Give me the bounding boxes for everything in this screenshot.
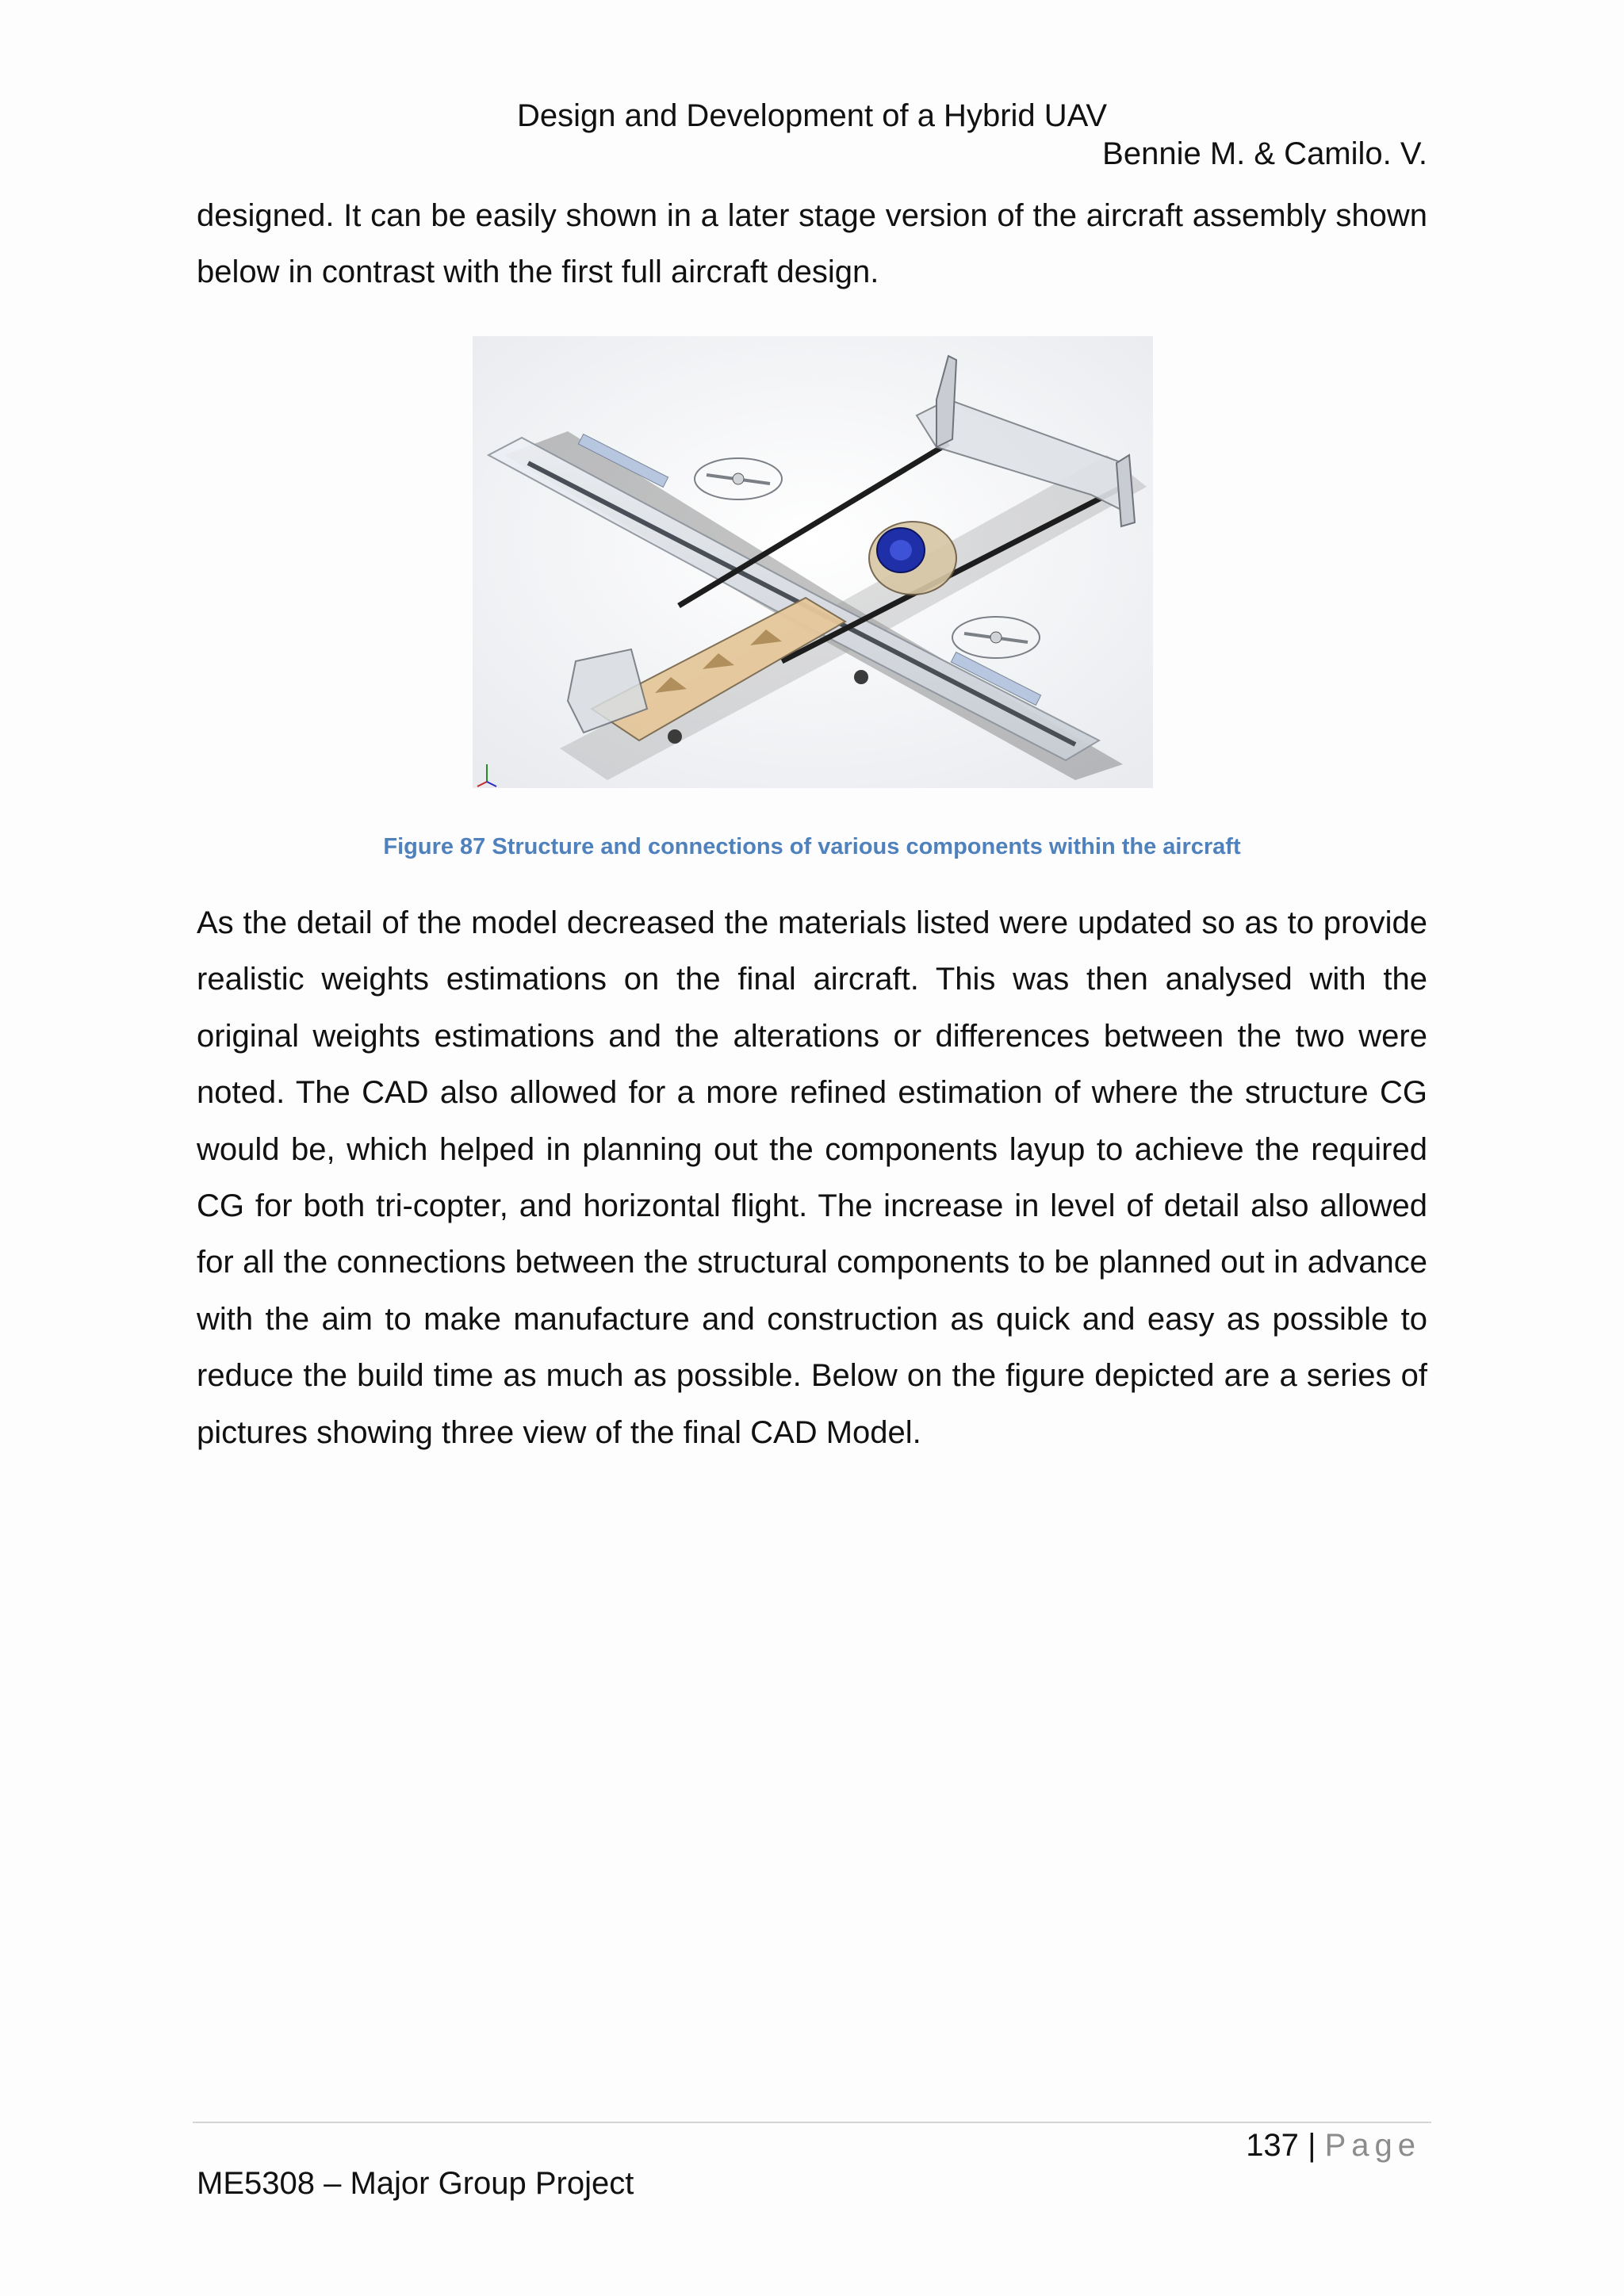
engine-pod bbox=[869, 522, 956, 595]
paragraph-intro: designed. It can be easily shown in a later stage version of the aircraft assembly shown below in contrast with the first full aircraft design. bbox=[197, 198, 1427, 290]
paragraph-detail: As the detail of the model decreased the materials listed were updated so as to provide realistic weights estimations on the final aircraft. This was then analysed with the original weights estimations and the alterations or differences between the two were noted. The CAD also allowed for a more refined estimation of where the structure CG would be, which helped in planning out the components layup to achieve the required CG for both tri-copter, and horizontal flight. The increase in level of detail also allowed for all the connections between the structural components to be planned out in advance with the aim to make manufacture and construction as quick and easy as possible to reduce the build time as much as possible. Below on the figure depicted are a series of pictures showing three view of the final CAD Model. bbox=[197, 905, 1427, 1450]
footer-project-title: ME5308 – Major Group Project bbox=[197, 2166, 634, 2201]
page-label: Page bbox=[1324, 2128, 1421, 2163]
aircraft-cad-render bbox=[473, 336, 1153, 788]
aircraft-cad-figure bbox=[473, 336, 1153, 788]
page-number-value: 137 bbox=[1246, 2128, 1299, 2163]
figure-caption: Figure 87 Structure and connections of various components within the aircraft bbox=[383, 834, 1241, 859]
page-number bbox=[1246, 2126, 1421, 2164]
header-authors: Bennie M. & Camilo. V. bbox=[1102, 136, 1427, 171]
page-number-separator: | bbox=[1308, 2128, 1316, 2163]
footer-divider bbox=[193, 2122, 1431, 2123]
header-title: Design and Development of a Hybrid UAV bbox=[516, 98, 1108, 133]
